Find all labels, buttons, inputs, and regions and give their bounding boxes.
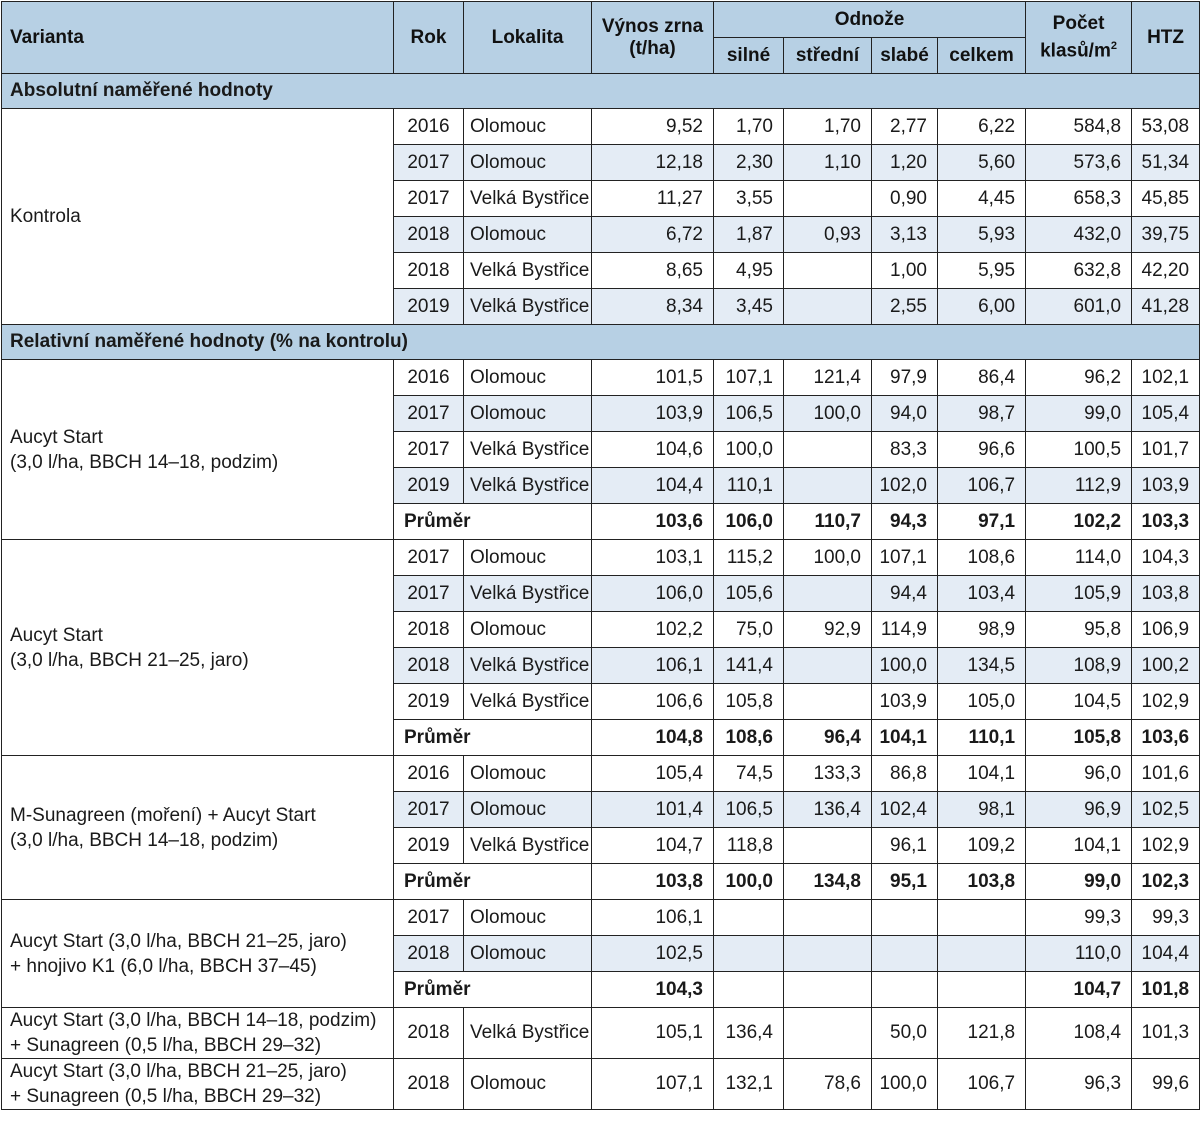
average-stredni: 110,7 xyxy=(784,504,872,540)
cell-silne: 110,1 xyxy=(714,468,784,504)
cell-vynos: 104,7 xyxy=(592,828,714,864)
average-klasy: 104,7 xyxy=(1026,972,1132,1008)
cell-klasy: 114,0 xyxy=(1026,540,1132,576)
cell-celkem: 5,60 xyxy=(938,145,1026,181)
cell-klasy: 100,5 xyxy=(1026,432,1132,468)
cell-rok: 2016 xyxy=(394,756,464,792)
average-htz: 103,3 xyxy=(1132,504,1200,540)
cell-celkem: 6,00 xyxy=(938,289,1026,325)
cell-slabe: 103,9 xyxy=(872,684,938,720)
average-label: Průměr xyxy=(394,504,592,540)
header-pocet-klasu xyxy=(1026,2,1132,74)
average-slabe: 95,1 xyxy=(872,864,938,900)
cell-htz: 101,3 xyxy=(1132,1008,1200,1059)
cell-silne: 106,5 xyxy=(714,792,784,828)
header-odnoze: Odnože xyxy=(714,2,1026,38)
cell-htz: 99,6 xyxy=(1132,1059,1200,1110)
cell-htz: 51,34 xyxy=(1132,145,1200,181)
cell-klasy: 105,9 xyxy=(1026,576,1132,612)
cell-htz: 39,75 xyxy=(1132,217,1200,253)
cell-celkem: 86,4 xyxy=(938,360,1026,396)
table-row xyxy=(2,540,1200,576)
average-htz: 103,6 xyxy=(1132,720,1200,756)
variant-label xyxy=(2,360,394,540)
results-table xyxy=(1,1,1200,1110)
average-label: Průměr xyxy=(394,972,592,1008)
cell-slabe: 83,3 xyxy=(872,432,938,468)
cell-lokalita: Velká Bystřice xyxy=(464,432,592,468)
cell-rok: 2018 xyxy=(394,936,464,972)
cell-klasy: 108,9 xyxy=(1026,648,1132,684)
header-pocet-line1: Počet xyxy=(1052,12,1105,34)
cell-slabe: 102,4 xyxy=(872,792,938,828)
table-row xyxy=(2,1008,1200,1059)
variant-label-line2: + Sunagreen (0,5 l/ha, BBCH 29–32) xyxy=(10,1086,322,1107)
cell-stredni: 133,3 xyxy=(784,756,872,792)
header-htz: HTZ xyxy=(1132,2,1200,74)
cell-vynos: 106,0 xyxy=(592,576,714,612)
cell-silne: 75,0 xyxy=(714,612,784,648)
cell-slabe: 2,55 xyxy=(872,289,938,325)
cell-rok: 2018 xyxy=(394,648,464,684)
variant-label-line2: (3,0 l/ha, BBCH 21–25, jaro) xyxy=(10,649,249,671)
average-celkem: 103,8 xyxy=(938,864,1026,900)
cell-slabe: 1,20 xyxy=(872,145,938,181)
average-label: Průměr xyxy=(394,720,592,756)
cell-celkem: 108,6 xyxy=(938,540,1026,576)
cell-rok: 2017 xyxy=(394,792,464,828)
average-slabe xyxy=(872,972,938,1008)
cell-lokalita: Olomouc xyxy=(464,612,592,648)
cell-stredni: 121,4 xyxy=(784,360,872,396)
cell-celkem: 96,6 xyxy=(938,432,1026,468)
cell-klasy: 96,3 xyxy=(1026,1059,1132,1110)
average-vynos: 104,8 xyxy=(592,720,714,756)
cell-silne: 115,2 xyxy=(714,540,784,576)
cell-htz: 102,9 xyxy=(1132,828,1200,864)
cell-celkem: 106,7 xyxy=(938,468,1026,504)
cell-silne: 100,0 xyxy=(714,432,784,468)
cell-celkem: 121,8 xyxy=(938,1008,1026,1059)
cell-celkem: 105,0 xyxy=(938,684,1026,720)
cell-vynos: 106,1 xyxy=(592,648,714,684)
cell-lokalita: Velká Bystřice xyxy=(464,684,592,720)
cell-klasy: 584,8 xyxy=(1026,109,1132,145)
cell-stredni xyxy=(784,468,872,504)
cell-rok: 2019 xyxy=(394,828,464,864)
cell-celkem xyxy=(938,900,1026,936)
cell-lokalita: Olomouc xyxy=(464,540,592,576)
average-silne: 106,0 xyxy=(714,504,784,540)
cell-lokalita: Velká Bystřice xyxy=(464,1008,592,1059)
cell-vynos: 102,2 xyxy=(592,612,714,648)
cell-stredni: 136,4 xyxy=(784,792,872,828)
variant-label-line1: Aucyt Start xyxy=(10,426,103,448)
cell-htz: 104,3 xyxy=(1132,540,1200,576)
variant-label-line2: (3,0 l/ha, BBCH 14–18, podzim) xyxy=(10,451,279,473)
cell-htz: 103,8 xyxy=(1132,576,1200,612)
average-vynos: 103,8 xyxy=(592,864,714,900)
variant-label xyxy=(2,756,394,900)
cell-rok: 2017 xyxy=(394,540,464,576)
cell-slabe: 94,0 xyxy=(872,396,938,432)
cell-lokalita: Olomouc xyxy=(464,360,592,396)
cell-silne: 105,8 xyxy=(714,684,784,720)
section-absolute: Absolutní naměřené hodnoty xyxy=(2,74,1200,109)
average-silne: 100,0 xyxy=(714,864,784,900)
average-silne: 108,6 xyxy=(714,720,784,756)
cell-stredni xyxy=(784,936,872,972)
cell-lokalita: Velká Bystřice xyxy=(464,253,592,289)
cell-htz: 45,85 xyxy=(1132,181,1200,217)
cell-celkem: 104,1 xyxy=(938,756,1026,792)
cell-stredni: 1,70 xyxy=(784,109,872,145)
cell-celkem: 106,7 xyxy=(938,1059,1026,1110)
cell-celkem: 109,2 xyxy=(938,828,1026,864)
cell-lokalita: Velká Bystřice xyxy=(464,576,592,612)
cell-htz: 106,9 xyxy=(1132,612,1200,648)
header-celkem: celkem xyxy=(938,38,1026,74)
cell-stredni xyxy=(784,432,872,468)
cell-rok: 2016 xyxy=(394,109,464,145)
cell-htz: 103,9 xyxy=(1132,468,1200,504)
cell-klasy: 95,8 xyxy=(1026,612,1132,648)
cell-klasy: 601,0 xyxy=(1026,289,1132,325)
cell-klasy: 96,0 xyxy=(1026,756,1132,792)
cell-htz: 99,3 xyxy=(1132,900,1200,936)
section-relative: Relativní naměřené hodnoty (% na kontrolu) xyxy=(2,325,1200,360)
cell-stredni: 78,6 xyxy=(784,1059,872,1110)
average-htz: 101,8 xyxy=(1132,972,1200,1008)
cell-silne: 3,45 xyxy=(714,289,784,325)
cell-stredni xyxy=(784,648,872,684)
cell-vynos: 8,34 xyxy=(592,289,714,325)
header-pocet-sup: 2 xyxy=(1110,39,1117,52)
cell-slabe: 96,1 xyxy=(872,828,938,864)
cell-htz: 42,20 xyxy=(1132,253,1200,289)
variant-label xyxy=(2,1059,394,1110)
cell-rok: 2018 xyxy=(394,253,464,289)
cell-lokalita: Velká Bystřice xyxy=(464,828,592,864)
average-silne xyxy=(714,972,784,1008)
cell-slabe: 107,1 xyxy=(872,540,938,576)
cell-klasy: 632,8 xyxy=(1026,253,1132,289)
cell-klasy: 658,3 xyxy=(1026,181,1132,217)
cell-silne: 1,70 xyxy=(714,109,784,145)
cell-vynos: 8,65 xyxy=(592,253,714,289)
cell-stredni: 92,9 xyxy=(784,612,872,648)
cell-rok: 2018 xyxy=(394,612,464,648)
cell-lokalita: Olomouc xyxy=(464,109,592,145)
cell-celkem: 4,45 xyxy=(938,181,1026,217)
average-klasy: 99,0 xyxy=(1026,864,1132,900)
cell-vynos: 6,72 xyxy=(592,217,714,253)
cell-klasy: 104,1 xyxy=(1026,828,1132,864)
cell-slabe: 94,4 xyxy=(872,576,938,612)
cell-silne: 107,1 xyxy=(714,360,784,396)
cell-slabe: 102,0 xyxy=(872,468,938,504)
cell-vynos: 104,4 xyxy=(592,468,714,504)
average-htz: 102,3 xyxy=(1132,864,1200,900)
cell-klasy: 99,3 xyxy=(1026,900,1132,936)
average-stredni: 96,4 xyxy=(784,720,872,756)
cell-htz: 102,5 xyxy=(1132,792,1200,828)
cell-silne: 141,4 xyxy=(714,648,784,684)
cell-lokalita: Olomouc xyxy=(464,217,592,253)
cell-htz: 41,28 xyxy=(1132,289,1200,325)
cell-rok: 2017 xyxy=(394,181,464,217)
cell-vynos: 103,9 xyxy=(592,396,714,432)
cell-celkem: 98,7 xyxy=(938,396,1026,432)
variant-label-line1: Aucyt Start (3,0 l/ha, BBCH 21–25, jaro) xyxy=(10,1061,347,1082)
cell-rok: 2017 xyxy=(394,900,464,936)
variant-label-line1: Aucyt Start (3,0 l/ha, BBCH 14–18, podzim) xyxy=(10,1010,377,1031)
cell-rok: 2018 xyxy=(394,1008,464,1059)
cell-vynos: 104,6 xyxy=(592,432,714,468)
cell-rok: 2019 xyxy=(394,289,464,325)
cell-stredni xyxy=(784,684,872,720)
cell-htz: 102,1 xyxy=(1132,360,1200,396)
average-label: Průměr xyxy=(394,864,592,900)
variant-label-line1: Aucyt Start xyxy=(10,624,103,646)
cell-klasy: 99,0 xyxy=(1026,396,1132,432)
cell-celkem xyxy=(938,936,1026,972)
table-row xyxy=(2,360,1200,396)
cell-vynos: 105,4 xyxy=(592,756,714,792)
cell-rok: 2017 xyxy=(394,432,464,468)
cell-lokalita: Olomouc xyxy=(464,792,592,828)
cell-celkem: 103,4 xyxy=(938,576,1026,612)
cell-slabe: 100,0 xyxy=(872,648,938,684)
cell-slabe: 1,00 xyxy=(872,253,938,289)
header-silne: silné xyxy=(714,38,784,74)
average-klasy: 105,8 xyxy=(1026,720,1132,756)
cell-silne: 4,95 xyxy=(714,253,784,289)
cell-klasy: 96,9 xyxy=(1026,792,1132,828)
average-celkem: 97,1 xyxy=(938,504,1026,540)
cell-stredni xyxy=(784,1008,872,1059)
cell-htz: 101,7 xyxy=(1132,432,1200,468)
average-slabe: 104,1 xyxy=(872,720,938,756)
cell-vynos: 103,1 xyxy=(592,540,714,576)
header-stredni: střední xyxy=(784,38,872,74)
table-row xyxy=(2,900,1200,936)
cell-stredni: 100,0 xyxy=(784,540,872,576)
average-slabe: 94,3 xyxy=(872,504,938,540)
variant-label xyxy=(2,109,394,325)
cell-rok: 2018 xyxy=(394,217,464,253)
header-pocet-line2: klasů/m xyxy=(1040,40,1111,62)
cell-slabe: 100,0 xyxy=(872,1059,938,1110)
cell-vynos: 11,27 xyxy=(592,181,714,217)
variant-label-line2: + hnojivo K1 (6,0 l/ha, BBCH 37–45) xyxy=(10,955,317,977)
cell-vynos: 102,5 xyxy=(592,936,714,972)
cell-slabe: 2,77 xyxy=(872,109,938,145)
cell-stredni: 0,93 xyxy=(784,217,872,253)
header-vynos-line1: Výnos zrna xyxy=(601,15,704,37)
cell-lokalita: Olomouc xyxy=(464,396,592,432)
cell-rok: 2019 xyxy=(394,468,464,504)
variant-label-line2: + Sunagreen (0,5 l/ha, BBCH 29–32) xyxy=(10,1035,322,1056)
cell-lokalita: Velká Bystřice xyxy=(464,181,592,217)
average-vynos: 103,6 xyxy=(592,504,714,540)
cell-slabe: 0,90 xyxy=(872,181,938,217)
cell-klasy: 110,0 xyxy=(1026,936,1132,972)
header-vynos-line2: (t/ha) xyxy=(629,37,676,59)
variant-label-line2: (3,0 l/ha, BBCH 14–18, podzim) xyxy=(10,829,279,851)
cell-silne: 3,55 xyxy=(714,181,784,217)
cell-silne: 106,5 xyxy=(714,396,784,432)
header-lokalita: Lokalita xyxy=(464,2,592,74)
cell-silne: 74,5 xyxy=(714,756,784,792)
header-rok: Rok xyxy=(394,2,464,74)
cell-silne: 132,1 xyxy=(714,1059,784,1110)
cell-slabe: 86,8 xyxy=(872,756,938,792)
cell-stredni xyxy=(784,828,872,864)
cell-klasy: 96,2 xyxy=(1026,360,1132,396)
cell-vynos: 101,5 xyxy=(592,360,714,396)
header-vynos xyxy=(592,2,714,74)
cell-htz: 102,9 xyxy=(1132,684,1200,720)
cell-htz: 104,4 xyxy=(1132,936,1200,972)
cell-celkem: 6,22 xyxy=(938,109,1026,145)
cell-silne xyxy=(714,936,784,972)
cell-celkem: 134,5 xyxy=(938,648,1026,684)
cell-slabe xyxy=(872,900,938,936)
variant-label xyxy=(2,900,394,1008)
average-celkem xyxy=(938,972,1026,1008)
cell-lokalita: Olomouc xyxy=(464,900,592,936)
cell-lokalita: Olomouc xyxy=(464,145,592,181)
cell-htz: 105,4 xyxy=(1132,396,1200,432)
cell-htz: 100,2 xyxy=(1132,648,1200,684)
cell-stredni: 1,10 xyxy=(784,145,872,181)
cell-slabe: 114,9 xyxy=(872,612,938,648)
cell-rok: 2016 xyxy=(394,360,464,396)
cell-lokalita: Olomouc xyxy=(464,756,592,792)
header-slabe: slabé xyxy=(872,38,938,74)
cell-celkem: 98,1 xyxy=(938,792,1026,828)
average-stredni xyxy=(784,972,872,1008)
cell-stredni xyxy=(784,181,872,217)
cell-htz: 101,6 xyxy=(1132,756,1200,792)
average-celkem: 110,1 xyxy=(938,720,1026,756)
cell-celkem: 98,9 xyxy=(938,612,1026,648)
variant-label-text: Kontrola xyxy=(10,206,81,227)
cell-silne xyxy=(714,900,784,936)
cell-silne: 2,30 xyxy=(714,145,784,181)
cell-celkem: 5,95 xyxy=(938,253,1026,289)
cell-vynos: 9,52 xyxy=(592,109,714,145)
cell-celkem: 5,93 xyxy=(938,217,1026,253)
table-row xyxy=(2,1059,1200,1110)
cell-vynos: 105,1 xyxy=(592,1008,714,1059)
table-row xyxy=(2,109,1200,145)
cell-rok: 2017 xyxy=(394,145,464,181)
cell-stredni xyxy=(784,900,872,936)
cell-klasy: 104,5 xyxy=(1026,684,1132,720)
cell-lokalita: Olomouc xyxy=(464,1059,592,1110)
header-varianta: Varianta xyxy=(2,2,394,74)
average-klasy: 102,2 xyxy=(1026,504,1132,540)
cell-klasy: 432,0 xyxy=(1026,217,1132,253)
cell-htz: 53,08 xyxy=(1132,109,1200,145)
cell-rok: 2018 xyxy=(394,1059,464,1110)
average-vynos: 104,3 xyxy=(592,972,714,1008)
cell-lokalita: Velká Bystřice xyxy=(464,289,592,325)
cell-stredni xyxy=(784,576,872,612)
cell-vynos: 12,18 xyxy=(592,145,714,181)
cell-silne: 118,8 xyxy=(714,828,784,864)
cell-rok: 2017 xyxy=(394,576,464,612)
cell-silne: 1,87 xyxy=(714,217,784,253)
cell-klasy: 108,4 xyxy=(1026,1008,1132,1059)
variant-label-line1: M-Sunagreen (moření) + Aucyt Start xyxy=(10,804,316,826)
cell-stredni xyxy=(784,289,872,325)
table-body xyxy=(2,74,1200,1110)
cell-vynos: 106,1 xyxy=(592,900,714,936)
cell-slabe: 50,0 xyxy=(872,1008,938,1059)
cell-slabe xyxy=(872,936,938,972)
cell-rok: 2019 xyxy=(394,684,464,720)
cell-silne: 136,4 xyxy=(714,1008,784,1059)
cell-lokalita: Olomouc xyxy=(464,936,592,972)
cell-slabe: 97,9 xyxy=(872,360,938,396)
cell-stredni xyxy=(784,253,872,289)
cell-lokalita: Velká Bystřice xyxy=(464,468,592,504)
average-stredni: 134,8 xyxy=(784,864,872,900)
cell-rok: 2017 xyxy=(394,396,464,432)
cell-klasy: 573,6 xyxy=(1026,145,1132,181)
variant-label xyxy=(2,540,394,756)
variant-label-line1: Aucyt Start (3,0 l/ha, BBCH 21–25, jaro) xyxy=(10,930,347,952)
variant-label xyxy=(2,1008,394,1059)
cell-silne: 105,6 xyxy=(714,576,784,612)
cell-slabe: 3,13 xyxy=(872,217,938,253)
cell-stredni: 100,0 xyxy=(784,396,872,432)
cell-lokalita: Velká Bystřice xyxy=(464,648,592,684)
cell-vynos: 107,1 xyxy=(592,1059,714,1110)
cell-vynos: 101,4 xyxy=(592,792,714,828)
cell-klasy: 112,9 xyxy=(1026,468,1132,504)
table-row xyxy=(2,756,1200,792)
cell-vynos: 106,6 xyxy=(592,684,714,720)
